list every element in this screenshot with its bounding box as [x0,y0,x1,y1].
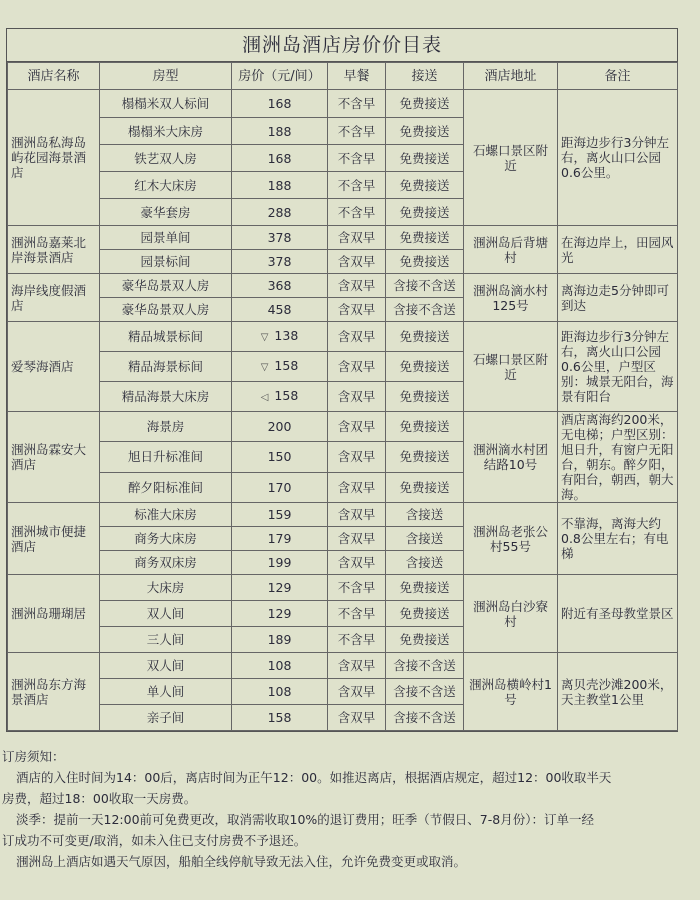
transfer-cell: 免费接送 [386,250,464,274]
room-type-cell: 三人间 [100,627,232,653]
room-price-cell [232,90,328,118]
room-type-cell: 旭日升标准间 [100,442,232,472]
transfer-cell: 免费接送 [386,601,464,627]
transfer-cell: 含接不含送 [386,653,464,679]
breakfast-cell: 不含早 [328,199,386,226]
breakfast-cell: 不含早 [328,627,386,653]
transfer-cell: 免费接送 [386,172,464,199]
table-row [8,575,678,601]
header-transfer: 接送 [386,63,464,90]
hotel-name-cell: 涠洲岛东方海景酒店 [8,653,100,731]
room-price-cell [232,352,328,382]
price-value: 168 [267,150,292,166]
hotel-name-cell: 涠洲城市便捷酒店 [8,503,100,575]
hotel-address-cell: 涠洲滴水村团结路10号 [464,412,558,503]
price-value: 189 [267,632,292,647]
room-price-cell [232,551,328,575]
breakfast-cell: 含双早 [328,653,386,679]
price-table-body [8,90,678,731]
hotel-address-cell: 涠洲岛滴水村125号 [464,274,558,322]
room-price-cell [232,627,328,653]
room-type-cell: 榻榻米双人标间 [100,90,232,118]
breakfast-cell: 含双早 [328,298,386,322]
breakfast-cell: 不含早 [328,118,386,145]
header-room-type: 房型 [100,63,232,90]
room-price-cell [232,503,328,527]
transfer-cell: 含接送 [386,527,464,551]
room-price-cell [232,527,328,551]
price-value: 150 [267,449,292,465]
room-price-cell [232,472,328,502]
transfer-cell: 免费接送 [386,627,464,653]
hotel-remarks-cell: 附近有圣母教堂景区 [558,575,678,653]
transfer-cell: 免费接送 [386,472,464,502]
room-type-cell: 大床房 [100,575,232,601]
table-row [8,653,678,679]
price-table-frame [6,28,678,732]
price-value: 378 [267,230,292,245]
price-value: 129 [267,606,292,621]
transfer-cell: 免费接送 [386,90,464,118]
room-price-cell [232,298,328,322]
room-type-cell: 双人间 [100,601,232,627]
header-breakfast: 早餐 [328,63,386,90]
room-price-cell [232,274,328,298]
handwritten-mark: ◁ [260,392,269,403]
notes-line: 房费，超过18：00收取一天房费。 [2,791,197,806]
price-value: 138 [274,328,299,343]
booking-notes [2,746,692,872]
hotel-remarks-cell: 不靠海，离海大约0.8公里左右；有电梯 [558,503,678,575]
price-value: 158 [274,358,299,373]
breakfast-cell: 含双早 [328,503,386,527]
hotel-name-cell: 涠洲岛珊瑚居 [8,575,100,653]
hotel-address-cell: 石螺口景区附近 [464,90,558,226]
room-type-cell: 园景单间 [100,226,232,250]
hotel-remarks-cell: 离海边走5分钟即可到达 [558,274,678,322]
room-price-cell [232,172,328,199]
price-value: 199 [267,555,292,570]
breakfast-cell: 含双早 [328,226,386,250]
price-value: 158 [274,388,299,403]
room-type-cell: 精品城景标间 [100,322,232,352]
table-row [8,90,678,118]
transfer-cell: 含接不含送 [386,298,464,322]
handwritten-mark: ▽ [260,362,269,373]
room-type-cell: 标准大床房 [100,503,232,527]
breakfast-cell: 含双早 [328,274,386,298]
hotel-remarks-cell: 酒店离海约200米，无电梯；户型区别：旭日升，有窗户无阳台，朝东。醉夕阳，有阳台，朝西，朝大海。 [558,412,678,503]
hotel-remarks-cell: 距海边步行3分钟左右，离火山口公园0.6公里。 [558,90,678,226]
room-type-cell: 铁艺双人房 [100,145,232,172]
room-type-cell: 红木大床房 [100,172,232,199]
transfer-cell: 免费接送 [386,199,464,226]
header-hotel-name: 酒店名称 [8,63,100,90]
hotel-address-cell: 涠洲岛横岭村1号 [464,653,558,731]
table-row [8,503,678,527]
room-price-cell [232,382,328,412]
price-value: 158 [267,710,292,725]
transfer-cell: 含接送 [386,551,464,575]
breakfast-cell: 不含早 [328,90,386,118]
breakfast-cell: 含双早 [328,352,386,382]
breakfast-cell: 不含早 [328,145,386,172]
room-type-cell: 亲子间 [100,705,232,731]
table-row [8,226,678,250]
room-type-cell: 豪华岛景双人房 [100,298,232,322]
room-price-cell [232,575,328,601]
breakfast-cell: 含双早 [328,679,386,705]
transfer-cell: 免费接送 [386,322,464,352]
notes-line: 淡季：提前一天12:00前可免费更改，取消需收取10%的退订费用；旺季（节假日、7-8月份）：订单一经 [16,812,594,827]
room-price-cell [232,250,328,274]
room-type-cell: 豪华套房 [100,199,232,226]
price-value: 168 [267,96,292,111]
room-price-cell [232,705,328,731]
transfer-cell: 免费接送 [386,352,464,382]
hotel-name-cell: 涠洲岛嘉莱北岸海景酒店 [8,226,100,274]
transfer-cell: 含接不含送 [386,705,464,731]
room-type-cell: 精品海景大床房 [100,382,232,412]
transfer-cell: 免费接送 [386,145,464,172]
room-type-cell: 双人间 [100,653,232,679]
room-price-cell [232,653,328,679]
breakfast-cell: 不含早 [328,575,386,601]
hotel-address-cell: 涠洲岛后背塘村 [464,226,558,274]
transfer-cell: 免费接送 [386,118,464,145]
room-type-cell: 商务大床房 [100,527,232,551]
hotel-remarks-cell: 在海边岸上，田园风光 [558,226,678,274]
price-value: 188 [267,123,292,139]
breakfast-cell: 含双早 [328,322,386,352]
room-type-cell: 榻榻米大床房 [100,118,232,145]
breakfast-cell: 含双早 [328,250,386,274]
transfer-cell: 免费接送 [386,442,464,472]
room-price-cell [232,679,328,705]
room-type-cell: 单人间 [100,679,232,705]
price-value: 159 [267,507,292,522]
price-table [7,62,678,731]
notes-line: 酒店的入住时间为14：00后，离店时间为正午12：00。如推迟离店，根据酒店规定，超过12：00收取半天 [16,770,612,785]
price-value: 458 [267,302,292,317]
header-row [8,63,678,90]
hotel-name-cell: 涠洲岛霖安大酒店 [8,412,100,503]
hotel-address-cell: 涠洲岛老张公村55号 [464,503,558,575]
table-title: 涠洲岛酒店房价价目表 [7,29,677,62]
price-value: 108 [267,658,292,673]
notes-heading: 订房须知： [2,749,65,764]
breakfast-cell: 含双早 [328,705,386,731]
price-value: 108 [267,684,292,699]
room-type-cell: 精品海景标间 [100,352,232,382]
handwritten-mark: ▽ [260,332,269,343]
room-price-cell [232,118,328,145]
price-value: 170 [267,479,292,495]
transfer-cell: 免费接送 [386,382,464,412]
notes-line: 涠洲岛上酒店如遇天气原因，船舶全线停航导致无法入住，允许免费变更或取消。 [16,854,467,869]
table-row [8,322,678,352]
breakfast-cell: 含双早 [328,472,386,502]
transfer-cell: 免费接送 [386,226,464,250]
room-type-cell: 豪华岛景双人房 [100,274,232,298]
hotel-name-cell: 海岸线度假酒店 [8,274,100,322]
room-price-cell [232,442,328,472]
price-value: 179 [267,531,292,546]
breakfast-cell: 含双早 [328,442,386,472]
room-price-cell [232,412,328,442]
transfer-cell: 含接不含送 [386,274,464,298]
table-row [8,412,678,442]
room-price-cell [232,601,328,627]
price-value: 378 [267,254,292,269]
hotel-address-cell: 涠洲岛白沙寮村 [464,575,558,653]
price-value: 200 [267,419,292,435]
room-type-cell: 园景标间 [100,250,232,274]
room-price-cell [232,226,328,250]
breakfast-cell: 含双早 [328,412,386,442]
transfer-cell: 免费接送 [386,575,464,601]
table-row [8,274,678,298]
transfer-cell: 免费接送 [386,412,464,442]
price-value: 188 [267,177,292,193]
transfer-cell: 含接不含送 [386,679,464,705]
hotel-name-cell: 涠洲岛私海岛屿花园海景酒店 [8,90,100,226]
breakfast-cell: 含双早 [328,527,386,551]
hotel-address-cell: 石螺口景区附近 [464,322,558,412]
notes-line: 订成功不可变更/取消，如未入住已支付房费不予退还。 [2,833,307,848]
hotel-remarks-cell: 离贝壳沙滩200米，天主教堂1公里 [558,653,678,731]
price-value: 288 [267,204,292,220]
breakfast-cell: 不含早 [328,601,386,627]
room-price-cell [232,199,328,226]
room-price-cell [232,322,328,352]
room-type-cell: 海景房 [100,412,232,442]
room-type-cell: 醉夕阳标准间 [100,472,232,502]
breakfast-cell: 含双早 [328,551,386,575]
header-address: 酒店地址 [464,63,558,90]
price-value: 129 [267,580,292,595]
header-remarks: 备注 [558,63,678,90]
room-price-cell [232,145,328,172]
transfer-cell: 含接送 [386,503,464,527]
breakfast-cell: 不含早 [328,172,386,199]
room-type-cell: 商务双床房 [100,551,232,575]
hotel-name-cell: 爱琴海酒店 [8,322,100,412]
breakfast-cell: 含双早 [328,382,386,412]
hotel-remarks-cell: 距海边步行3分钟左右，离火山口公园0.6公里，户型区别：城景无阳台，海景有阳台 [558,322,678,412]
price-value: 368 [267,278,292,293]
header-price: 房价（元/间） [232,63,328,90]
